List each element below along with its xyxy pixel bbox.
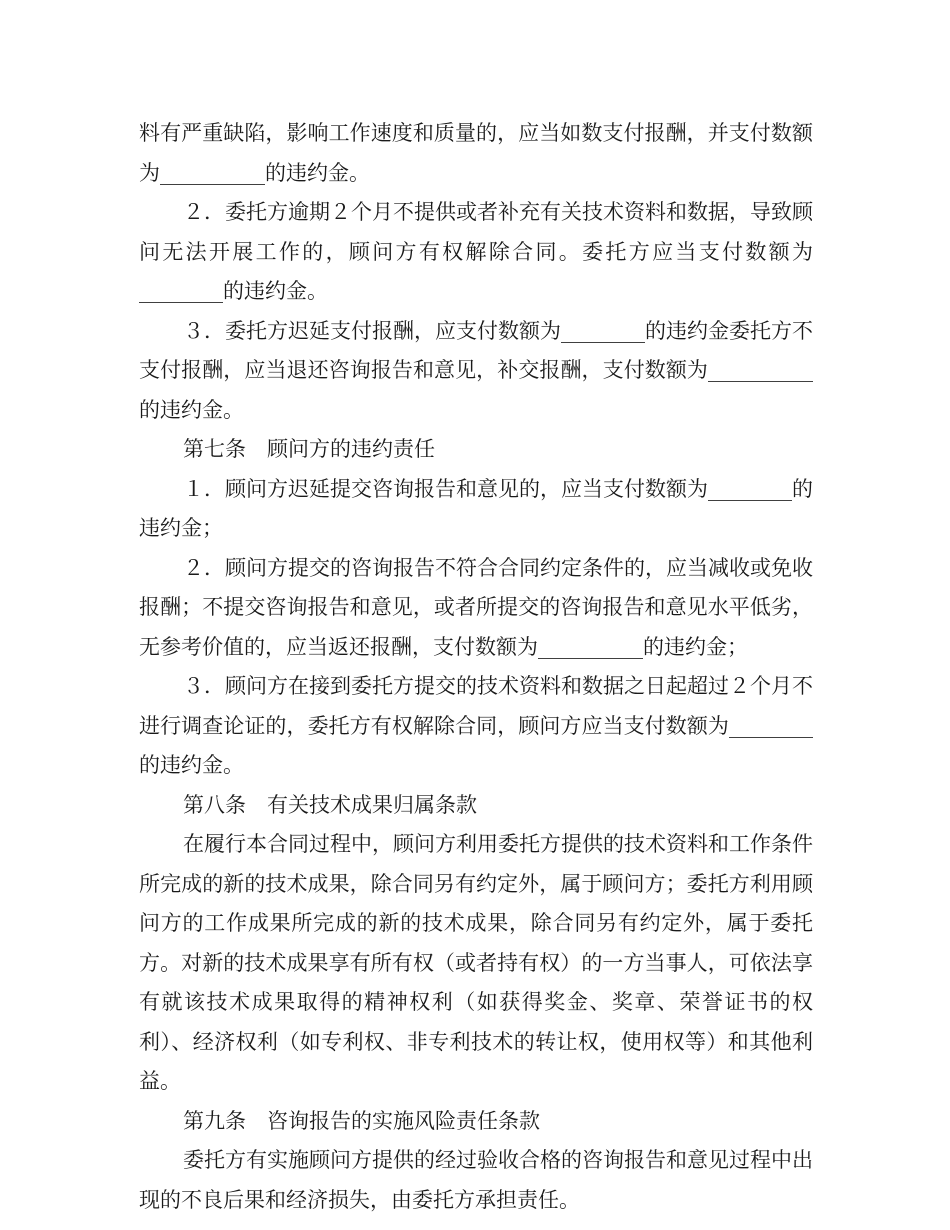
paragraph-continuation: 料有严重缺陷，影响工作速度和质量的，应当如数支付报酬，并支付数额为__________的违约金。 xyxy=(139,121,813,185)
paragraph-consultant-clause-1: １．顾问方迟延提交咨询报告和意见的，应当支付数额为________的违约金； xyxy=(139,476,813,540)
heading-article-8: 第八条 有关技术成果归属条款 xyxy=(183,792,477,817)
heading-article-9: 第九条 咨询报告的实施风险责任条款 xyxy=(183,1108,540,1133)
paragraph-consultant-clause-2: ２．顾问方提交的咨询报告不符合合同约定条件的，应当减收或免收报酬；不提交咨询报告和意见，或者所提交的咨询报告和意见水平低劣，无参考价值的，应当返还报酬，支付数额为__________的违约金； xyxy=(139,555,813,659)
paragraph-client-clause-2: ２．委托方逾期２个月不提供或者补充有关技术资料和数据，导致顾问无法开展工作的，顾问方有权解除合同。委托方应当支付数额为________的违约金。 xyxy=(139,200,813,303)
paragraph-client-clause-3: ３．委托方迟延支付报酬，应支付数额为________的违约金委托方不支付报酬，应当退还咨询报告和意见，补交报酬，支付数额为__________的违约金。 xyxy=(139,318,813,422)
paragraph-risk: 委托方有实施顾问方提供的经过验收合格的咨询报告和意见过程中出现的不良后果和经济损失，由委托方承担责任。 xyxy=(139,1148,813,1212)
document-page xyxy=(139,114,813,1220)
heading-article-7: 第七条 顾问方的违约责任 xyxy=(183,437,435,461)
paragraph-consultant-clause-3: ３．顾问方在接到委托方提交的技术资料和数据之日起超过２个月不进行调查论证的，委托方有权解除合同，顾问方应当支付数额为________的违约金。 xyxy=(139,674,813,777)
paragraph-ownership: 在履行本合同过程中，顾问方利用委托方提供的技术资料和工作条件所完成的新的技术成果，除合同另有约定外，属于顾问方；委托方利用顾问方的工作成果所完成的新的技术成果，除合同另有约定外，属于委托方。对新的技术成果享有所有权（或者持有权）的一方当事人，可依法享有就该技术成果取得的精神权利（如获得奖金、奖章、荣誉证书的权利）、经济权利（如专利权、非专利技术的转让权，使用权等）和其他利益。 xyxy=(139,832,813,1093)
